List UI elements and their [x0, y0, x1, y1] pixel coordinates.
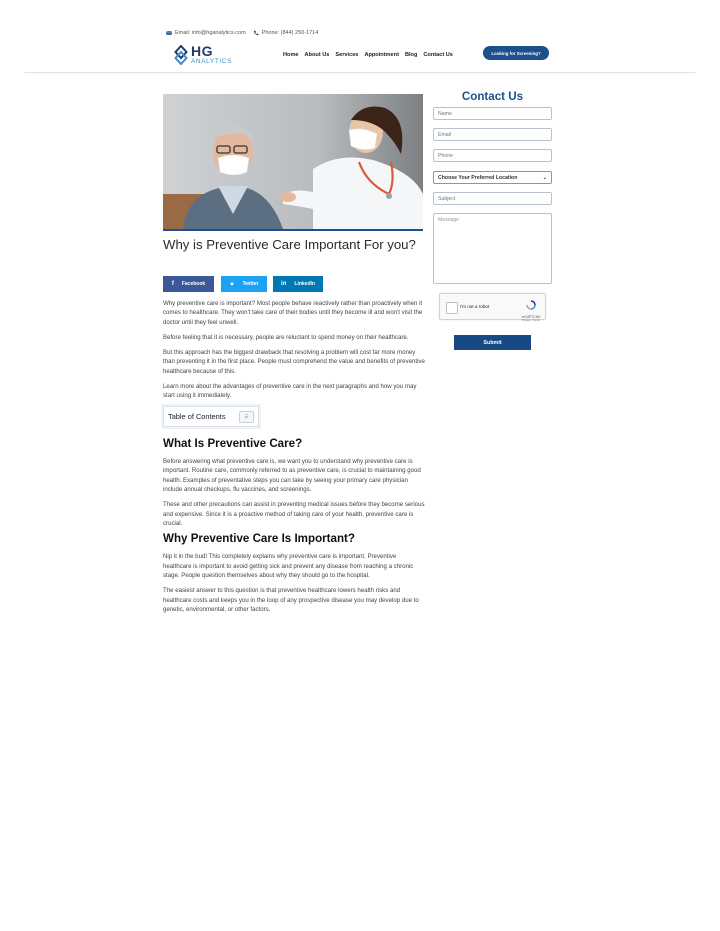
logo-subtitle: ANALYTICS — [191, 58, 233, 65]
share-linkedin-button[interactable] — [273, 276, 323, 292]
location-select[interactable] — [433, 171, 552, 184]
nav-home[interactable]: Home — [283, 52, 299, 58]
nav-appointment[interactable]: Appointment — [364, 52, 399, 58]
article-title: Why is Preventive Care Important For you? — [163, 237, 416, 252]
share-twitter-label: Twitter — [242, 281, 259, 287]
recaptcha-label: I'm not a robot — [460, 304, 490, 309]
toc-label: Table of Contents — [168, 411, 226, 421]
recaptcha-logo — [521, 297, 541, 322]
intro-paragraph: Learn more about the advantages of preventive care in the next paragraphs and how you may start using it immediately. — [163, 382, 417, 400]
section-paragraph: Before answering what preventive care is, we want you to understand why preventive care is important. Routine care, commonly referred to as preventive care, is crucial to maintaining good health. Examples of preventative steps you can take by seeing your primary care physician include annual checkups, flu vaccines, and screenings. — [163, 458, 421, 494]
section-heading: What Is Preventive Care? — [163, 437, 303, 451]
submit-button[interactable]: Submit — [454, 335, 531, 350]
section-heading: Why Preventive Care Is Important? — [163, 532, 355, 546]
recaptcha-checkbox[interactable] — [446, 302, 458, 314]
intro-paragraph: Before feeling that it is necessary, people are reluctant to spend money on their healthcare. — [163, 333, 409, 341]
recaptcha-widget — [439, 293, 546, 320]
recaptcha-brand: reCAPTCHA — [521, 315, 541, 319]
subject-field[interactable] — [433, 192, 552, 205]
message-placeholder: Message — [438, 217, 460, 223]
message-field[interactable] — [433, 213, 552, 284]
envelope-icon — [166, 30, 172, 36]
phone-text: Phone: (844) 250-1714 — [261, 30, 319, 36]
name-field[interactable] — [433, 107, 552, 120]
phone-contact[interactable] — [253, 30, 319, 36]
toc-toggle-icon[interactable]: ☰ — [239, 411, 254, 423]
header-divider — [24, 72, 696, 73]
section-paragraph: These and other precautions can assist in preventing medical issues before they become serious and expensive. Since it is a proactive method of taking care of your health, preventive care is crucial. — [163, 501, 425, 528]
email-field[interactable] — [433, 128, 552, 141]
share-twitter-button[interactable] — [221, 276, 267, 292]
share-facebook-button[interactable] — [163, 276, 214, 292]
nav-services[interactable]: Services — [335, 52, 359, 58]
top-info-bar — [166, 30, 318, 36]
location-select-value: Choose Your Preferred Location — [438, 174, 518, 181]
table-of-contents[interactable] — [163, 406, 259, 427]
linkedin-icon: in — [281, 281, 287, 287]
screening-cta-button[interactable]: Looking for Screening? — [483, 46, 549, 60]
recaptcha-links[interactable]: Privacy - Terms — [522, 319, 540, 322]
section-paragraph: The easiest answer to this question is that preventive healthcare lowers health risks and healthcare costs and keeps you in the loop of any prospective disease you may develop due to genetic, environmental, or other factors. — [163, 587, 419, 614]
hero-image — [163, 94, 423, 231]
share-facebook-label: Facebook — [181, 281, 206, 287]
nav-contact-us[interactable]: Contact Us — [423, 52, 453, 58]
contact-form-title: Contact Us — [461, 90, 524, 103]
email-text: Email: info@hganalytics.com — [175, 30, 246, 36]
nav-blog[interactable]: Blog — [404, 52, 418, 58]
logo-mark-icon — [174, 45, 188, 65]
intro-paragraph: But this approach has the biggest drawback that resolving a problem will cost far more money than preventing it in the first place. People must comprehend the value and benefits of preventive healthcare because of this. — [163, 348, 425, 375]
site-logo[interactable] — [174, 44, 232, 66]
intro-paragraph: Why preventive care is important? Most people behave reactively rather than proactively when it comes to healthcare. They won't take care of their bodies until they become ill and won't visit the doctor until they feel unwell. — [163, 300, 423, 326]
facebook-icon: f — [171, 281, 174, 287]
phone-field[interactable] — [433, 149, 552, 162]
section-paragraph: Nip it in the bud! This completely explains why preventive care is important. Preventive healthcare is important to avoid getting sick and prevent any disease from reaching a chronic stage. People question themselves about why they should go to the hospital. — [163, 553, 414, 580]
chevron-down-icon: ⌄ — [542, 174, 547, 181]
twitter-icon: ✦ — [229, 281, 235, 288]
article-body — [163, 299, 425, 620]
main-nav — [283, 52, 453, 58]
logo-title: HG — [191, 43, 213, 59]
share-linkedin-label: LinkedIn — [294, 281, 315, 287]
email-contact[interactable] — [166, 30, 246, 36]
nav-about-us[interactable]: About Us — [304, 52, 330, 58]
recaptcha-icon — [526, 300, 536, 310]
phone-icon — [253, 30, 259, 36]
